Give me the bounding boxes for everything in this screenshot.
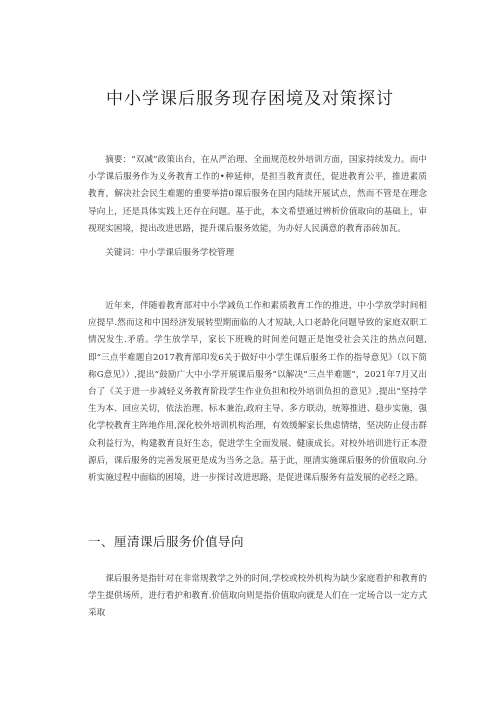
abstract-paragraph: 摘要：“双减”政策出台，在从严治理、全面规范校外培训方面，国家持续发力。而中小学课后服务作为义务教育工作的•种延伸，是担当教育责任，促进教育公平，推进素质教育，解决社会民生难题的重要举措0课后服务在国内陆续开展试点，然而不管是在理念导向上，还是具体实践上还存在问题。基于此，本文希望通过辨析价值取向的基础上，审视现实困境，提出改进思路，提升课后服务效能，为办好人民满意的教育添砖加瓦。 [88, 155, 427, 234]
keywords-paragraph: 关键词：中小学课后服务学校管理 [105, 248, 235, 258]
section-body-paragraph: 课后服务是指针对在非常规教学之外的时间,学校或校外机构为缺少家庭看护和教育的学生提供场所，进行看护和教育.价值取向则是指价值取向就是人们在一定场合以一定方式采取 [88, 574, 427, 619]
section-heading: 一、厘清课后服务价值导向 [88, 534, 245, 549]
introduction-paragraph: 近年来，伴随着教育部对中小学减负工作和素质教育工作的推进，中小学放学时间相应提早.然而这和中国经济发展转型期面临的人才短缺,人口老龄化问题导致的家庭双职工情况发生.矛盾。学生放学早，家长下班晚的时间差问题正是饱受社会关注的热点问题,即“三点半难题自2017教育部印发6关于做好中小学生课后服务工作的指导意见》（以下简称G意见》）,提出“鼓励广大中小学开展课后服务”以解决“三点半难题”，2021年7月又出台了《关于进一步减轻义务教育阶段学生作业负担和校外培训负担的意见》,提出“坚持学生为本、回应关切，依法治理、标本兼治,政府主导、多方联动，统筹推进、稳步实施，强化学校教育主阵地作用,深化校外培训机构治理，有效缓解家长焦虑情绪，坚决防止侵击群众利益行为，构建教育良好生态，促进学生全面发展、健康成长。对校外培训进行正本澄源后，课后服务的完善发展更是成为当务之急。基于此，厘清实施课后服务的价值取向.分析实施过程中面临的困境，进一步探讨改进思路，是促进课后服务有益发展的必经之路。 [88, 301, 427, 484]
document-title: 中小学课后服务现存困境及对策探讨 [106, 89, 394, 109]
